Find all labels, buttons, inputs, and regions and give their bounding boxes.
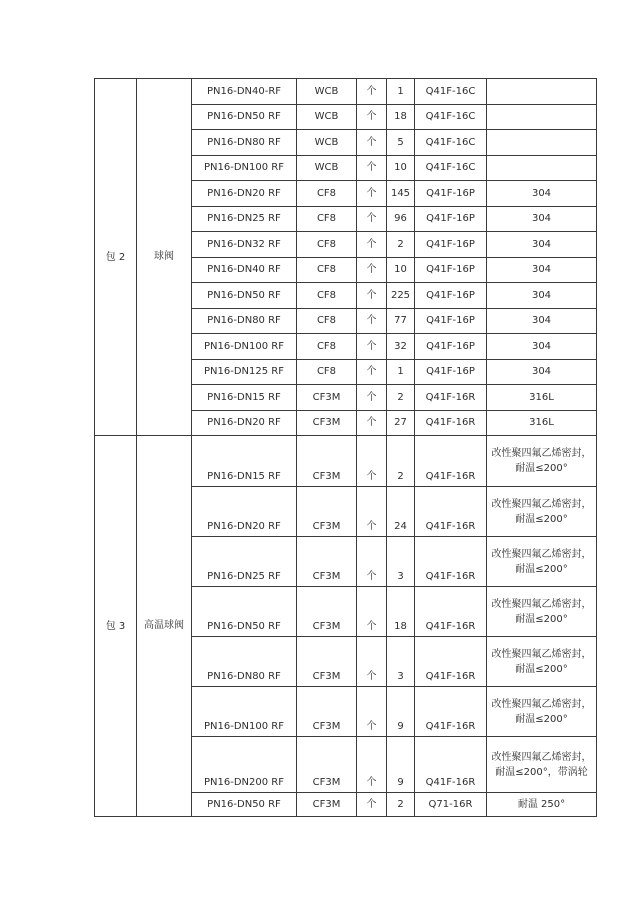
qty-cell: 10 bbox=[387, 257, 415, 283]
model-cell: Q41F-16P bbox=[415, 206, 487, 232]
qty-cell: 145 bbox=[387, 181, 415, 207]
model-cell: Q41F-16C bbox=[415, 104, 487, 130]
model-cell: Q41F-16R bbox=[415, 737, 487, 793]
material-cell: CF3M bbox=[297, 410, 357, 436]
qty-cell: 18 bbox=[387, 587, 415, 637]
unit-cell: 个 bbox=[357, 587, 387, 637]
unit-cell: 个 bbox=[357, 410, 387, 436]
model-cell: Q41F-16P bbox=[415, 181, 487, 207]
model-cell: Q41F-16C bbox=[415, 130, 487, 156]
qty-cell: 9 bbox=[387, 737, 415, 793]
model-cell: Q41F-16R bbox=[415, 687, 487, 737]
note-cell: 改性聚四氟乙烯密封，耐温≤200° bbox=[487, 587, 597, 637]
material-cell: CF3M bbox=[297, 637, 357, 687]
qty-cell: 32 bbox=[387, 334, 415, 360]
unit-cell: 个 bbox=[357, 79, 387, 105]
note-cell: 改性聚四氟乙烯密封，耐温≤200°，带涡轮 bbox=[487, 737, 597, 793]
spec-cell: PN16-DN80 RF bbox=[192, 130, 297, 156]
model-cell: Q41F-16P bbox=[415, 257, 487, 283]
unit-cell: 个 bbox=[357, 130, 387, 156]
note-cell: 改性聚四氟乙烯密封，耐温≤200° bbox=[487, 436, 597, 487]
note-cell: 316L bbox=[487, 385, 597, 411]
qty-cell: 5 bbox=[387, 130, 415, 156]
material-cell: CF8 bbox=[297, 232, 357, 258]
material-cell: WCB bbox=[297, 130, 357, 156]
qty-cell: 27 bbox=[387, 410, 415, 436]
valve-procurement-table bbox=[94, 78, 597, 817]
material-cell: CF8 bbox=[297, 359, 357, 385]
qty-cell: 1 bbox=[387, 359, 415, 385]
note-cell: 304 bbox=[487, 308, 597, 334]
model-cell: Q41F-16C bbox=[415, 155, 487, 181]
material-cell: CF3M bbox=[297, 687, 357, 737]
spec-cell: PN16-DN100 RF bbox=[192, 155, 297, 181]
table-body bbox=[95, 79, 597, 817]
unit-cell: 个 bbox=[357, 155, 387, 181]
spec-cell: PN16-DN50 RF bbox=[192, 587, 297, 637]
material-cell: CF3M bbox=[297, 487, 357, 537]
note-cell: 316L bbox=[487, 410, 597, 436]
note-cell bbox=[487, 79, 597, 105]
spec-cell: PN16-DN32 RF bbox=[192, 232, 297, 258]
spec-cell: PN16-DN25 RF bbox=[192, 537, 297, 587]
qty-cell: 225 bbox=[387, 283, 415, 309]
model-cell: Q71-16R bbox=[415, 793, 487, 817]
qty-cell: 1 bbox=[387, 79, 415, 105]
procurement-table-page bbox=[94, 78, 597, 817]
unit-cell: 个 bbox=[357, 737, 387, 793]
spec-cell: PN16-DN50 RF bbox=[192, 283, 297, 309]
note-cell: 改性聚四氟乙烯密封，耐温≤200° bbox=[487, 537, 597, 587]
note-cell: 304 bbox=[487, 257, 597, 283]
spec-cell: PN16-DN100 RF bbox=[192, 687, 297, 737]
spec-cell: PN16-DN40-RF bbox=[192, 79, 297, 105]
model-cell: Q41F-16R bbox=[415, 410, 487, 436]
unit-cell: 个 bbox=[357, 283, 387, 309]
table-row bbox=[95, 79, 597, 105]
model-cell: Q41F-16P bbox=[415, 334, 487, 360]
spec-cell: PN16-DN50 RF bbox=[192, 793, 297, 817]
unit-cell: 个 bbox=[357, 687, 387, 737]
unit-cell: 个 bbox=[357, 232, 387, 258]
package-label: 包 2 bbox=[95, 79, 137, 436]
note-cell: 304 bbox=[487, 206, 597, 232]
note-cell: 耐温 250° bbox=[487, 793, 597, 817]
note-cell: 改性聚四氟乙烯密封，耐温≤200° bbox=[487, 637, 597, 687]
qty-cell: 2 bbox=[387, 385, 415, 411]
model-cell: Q41F-16R bbox=[415, 385, 487, 411]
unit-cell: 个 bbox=[357, 359, 387, 385]
note-cell: 304 bbox=[487, 181, 597, 207]
note-cell: 304 bbox=[487, 334, 597, 360]
material-cell: CF3M bbox=[297, 793, 357, 817]
package-label: 包 3 bbox=[95, 436, 137, 817]
unit-cell: 个 bbox=[357, 104, 387, 130]
spec-cell: PN16-DN15 RF bbox=[192, 385, 297, 411]
qty-cell: 2 bbox=[387, 232, 415, 258]
unit-cell: 个 bbox=[357, 637, 387, 687]
material-cell: CF3M bbox=[297, 537, 357, 587]
material-cell: WCB bbox=[297, 104, 357, 130]
spec-cell: PN16-DN50 RF bbox=[192, 104, 297, 130]
spec-cell: PN16-DN15 RF bbox=[192, 436, 297, 487]
model-cell: Q41F-16C bbox=[415, 79, 487, 105]
spec-cell: PN16-DN80 RF bbox=[192, 308, 297, 334]
unit-cell: 个 bbox=[357, 257, 387, 283]
note-cell: 304 bbox=[487, 283, 597, 309]
material-cell: WCB bbox=[297, 155, 357, 181]
note-cell: 304 bbox=[487, 232, 597, 258]
qty-cell: 2 bbox=[387, 793, 415, 817]
note-cell: 改性聚四氟乙烯密封，耐温≤200° bbox=[487, 487, 597, 537]
material-cell: CF3M bbox=[297, 587, 357, 637]
spec-cell: PN16-DN80 RF bbox=[192, 637, 297, 687]
unit-cell: 个 bbox=[357, 436, 387, 487]
spec-cell: PN16-DN20 RF bbox=[192, 410, 297, 436]
material-cell: WCB bbox=[297, 79, 357, 105]
model-cell: Q41F-16P bbox=[415, 308, 487, 334]
product-name: 高温球阀 bbox=[137, 436, 192, 817]
product-name: 球阀 bbox=[137, 79, 192, 436]
model-cell: Q41F-16P bbox=[415, 232, 487, 258]
unit-cell: 个 bbox=[357, 206, 387, 232]
material-cell: CF3M bbox=[297, 737, 357, 793]
material-cell: CF8 bbox=[297, 308, 357, 334]
model-cell: Q41F-16P bbox=[415, 359, 487, 385]
qty-cell: 3 bbox=[387, 637, 415, 687]
material-cell: CF8 bbox=[297, 257, 357, 283]
note-cell bbox=[487, 130, 597, 156]
qty-cell: 77 bbox=[387, 308, 415, 334]
spec-cell: PN16-DN40 RF bbox=[192, 257, 297, 283]
material-cell: CF8 bbox=[297, 181, 357, 207]
unit-cell: 个 bbox=[357, 537, 387, 587]
material-cell: CF8 bbox=[297, 334, 357, 360]
note-cell bbox=[487, 155, 597, 181]
unit-cell: 个 bbox=[357, 487, 387, 537]
note-cell bbox=[487, 104, 597, 130]
model-cell: Q41F-16R bbox=[415, 487, 487, 537]
material-cell: CF3M bbox=[297, 385, 357, 411]
model-cell: Q41F-16R bbox=[415, 637, 487, 687]
spec-cell: PN16-DN25 RF bbox=[192, 206, 297, 232]
spec-cell: PN16-DN20 RF bbox=[192, 181, 297, 207]
qty-cell: 2 bbox=[387, 436, 415, 487]
model-cell: Q41F-16R bbox=[415, 537, 487, 587]
note-cell: 304 bbox=[487, 359, 597, 385]
qty-cell: 96 bbox=[387, 206, 415, 232]
unit-cell: 个 bbox=[357, 181, 387, 207]
material-cell: CF8 bbox=[297, 206, 357, 232]
unit-cell: 个 bbox=[357, 308, 387, 334]
unit-cell: 个 bbox=[357, 334, 387, 360]
spec-cell: PN16-DN100 RF bbox=[192, 334, 297, 360]
spec-cell: PN16-DN20 RF bbox=[192, 487, 297, 537]
qty-cell: 3 bbox=[387, 537, 415, 587]
qty-cell: 24 bbox=[387, 487, 415, 537]
spec-cell: PN16-DN125 RF bbox=[192, 359, 297, 385]
material-cell: CF3M bbox=[297, 436, 357, 487]
qty-cell: 18 bbox=[387, 104, 415, 130]
model-cell: Q41F-16R bbox=[415, 587, 487, 637]
model-cell: Q41F-16R bbox=[415, 436, 487, 487]
unit-cell: 个 bbox=[357, 793, 387, 817]
note-cell: 改性聚四氟乙烯密封，耐温≤200° bbox=[487, 687, 597, 737]
qty-cell: 10 bbox=[387, 155, 415, 181]
unit-cell: 个 bbox=[357, 385, 387, 411]
table-row bbox=[95, 436, 597, 487]
material-cell: CF8 bbox=[297, 283, 357, 309]
spec-cell: PN16-DN200 RF bbox=[192, 737, 297, 793]
model-cell: Q41F-16P bbox=[415, 283, 487, 309]
qty-cell: 9 bbox=[387, 687, 415, 737]
